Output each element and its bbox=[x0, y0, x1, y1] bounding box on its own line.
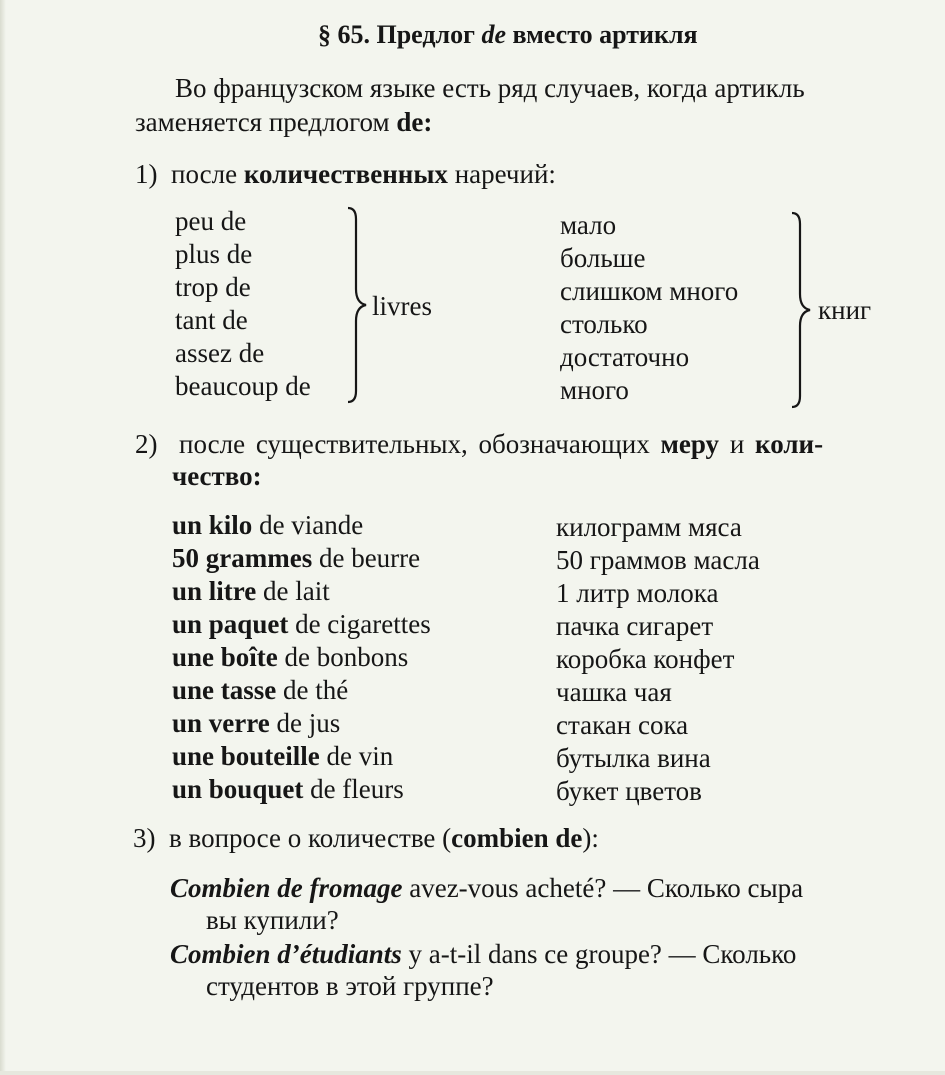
russian-adverb: столько bbox=[560, 309, 648, 339]
intro-line-2 bbox=[135, 106, 432, 138]
title-prefix: § 65. Предлог bbox=[318, 20, 482, 49]
measure-rest: de vin bbox=[319, 741, 394, 771]
russian-adverb: мало bbox=[560, 210, 617, 240]
measure-word: une bouteille bbox=[172, 741, 320, 771]
page-bottom-edge bbox=[0, 1071, 945, 1075]
measure-row-ru: коробка конфет bbox=[556, 644, 735, 674]
section-2-bold-measure: меру bbox=[660, 429, 720, 459]
measure-row-fr bbox=[172, 608, 431, 641]
russian-adverb-list bbox=[560, 209, 738, 407]
measure-russian-list bbox=[556, 511, 760, 808]
section-2-number: 2) bbox=[135, 429, 158, 459]
measure-rest: de bonbons bbox=[277, 642, 409, 672]
example-1-line-2: вы купили? bbox=[206, 905, 339, 935]
russian-adverb: много bbox=[560, 375, 629, 405]
measure-row-ru: чашка чая bbox=[556, 677, 672, 707]
measure-french-list bbox=[172, 509, 431, 806]
section-2-heading-cont: чество: bbox=[172, 461, 262, 491]
section-title bbox=[318, 20, 698, 50]
section-1-heading bbox=[135, 158, 556, 190]
french-adverb: plus de bbox=[175, 239, 253, 269]
measure-row-fr bbox=[172, 674, 431, 707]
intro-line-1: Во французском языке есть ряд случаев, когда артикль bbox=[175, 73, 805, 103]
measure-row-fr bbox=[172, 542, 431, 575]
measure-row-ru: стакан сока bbox=[556, 710, 689, 740]
measure-row-ru: пачка сигарет bbox=[556, 611, 714, 641]
section-1-bold: количественных bbox=[243, 159, 448, 189]
measure-rest: de beurre bbox=[312, 543, 421, 573]
section-2-text-mid: и bbox=[719, 429, 756, 459]
title-word: de bbox=[481, 20, 506, 49]
measure-row-fr bbox=[172, 740, 431, 773]
example-2-line-1 bbox=[170, 938, 796, 970]
example-2-phrase: Combien d’étudiants bbox=[170, 939, 402, 969]
measure-rest: de cigarettes bbox=[288, 609, 431, 639]
measure-row-ru: 1 литр молока bbox=[556, 578, 719, 608]
french-adverb: peu de bbox=[175, 206, 247, 236]
section-1-number: 1) bbox=[135, 159, 158, 189]
russian-adverb: больше bbox=[560, 243, 646, 273]
measure-row-fr bbox=[172, 641, 431, 674]
section-3-bold: combien de bbox=[451, 823, 583, 853]
french-adverb: beaucoup de bbox=[175, 371, 311, 401]
section-1-text: после bbox=[171, 159, 244, 189]
section-2-text: после существительных, обозначающих bbox=[179, 429, 661, 459]
measure-row-ru: 50 граммов масла bbox=[556, 545, 760, 575]
section-2-bold-quantity: коли- bbox=[755, 429, 824, 459]
measure-row-fr bbox=[172, 773, 431, 806]
french-adverb: assez de bbox=[175, 338, 265, 368]
intro-text: заменяется предлогом bbox=[135, 107, 397, 137]
section-3-text-after: ): bbox=[582, 823, 599, 853]
measure-row-fr bbox=[172, 575, 431, 608]
measure-rest: de lait bbox=[256, 576, 330, 606]
measure-rest: de jus bbox=[269, 708, 341, 738]
measure-rest: de fleurs bbox=[303, 774, 404, 804]
measure-row-fr bbox=[172, 707, 431, 740]
example-2-rest: y a-t-il dans ce groupe? — Сколько bbox=[401, 939, 797, 969]
section-3-number: 3) bbox=[133, 823, 156, 853]
section-3-heading bbox=[133, 822, 599, 854]
measure-word: un litre bbox=[172, 576, 257, 606]
example-1-line-1 bbox=[170, 872, 803, 904]
example-2-line-2: студентов в этой группе? bbox=[206, 971, 494, 1001]
section-2-heading bbox=[135, 428, 823, 460]
section-3-text: в вопросе о количестве ( bbox=[169, 823, 452, 853]
measure-rest: de viande bbox=[252, 510, 364, 540]
measure-rest: de thé bbox=[276, 675, 349, 705]
measure-row-fr bbox=[172, 509, 431, 542]
left-brace bbox=[342, 205, 370, 405]
page-edge-shadow bbox=[0, 0, 6, 1075]
measure-word: un verre bbox=[172, 708, 270, 738]
russian-adverb: достаточно bbox=[560, 342, 690, 372]
measure-word: un bouquet bbox=[172, 774, 304, 804]
french-adverb-list bbox=[175, 205, 311, 403]
intro-bold: de: bbox=[396, 107, 433, 137]
measure-word: un paquet bbox=[172, 609, 289, 639]
russian-noun: книг bbox=[818, 295, 872, 325]
title-suffix: вместо артикля bbox=[505, 20, 698, 49]
french-adverb: tant de bbox=[175, 305, 248, 335]
right-brace bbox=[788, 210, 816, 410]
measure-word: une tasse bbox=[172, 675, 277, 705]
measure-row-ru: букет цветов bbox=[556, 776, 702, 806]
russian-adverb: слишком много bbox=[560, 276, 739, 306]
example-1-rest: avez-vous acheté? — Сколько сыра bbox=[402, 873, 804, 903]
example-1-phrase: Combien de fromage bbox=[170, 873, 403, 903]
french-adverb: trop de bbox=[175, 272, 251, 302]
french-noun: livres bbox=[372, 291, 432, 321]
measure-word: un kilo bbox=[172, 510, 253, 540]
section-1-text-after: наречий: bbox=[447, 159, 556, 189]
measure-word: 50 grammes bbox=[172, 543, 313, 573]
measure-row-ru: килограмм мяса bbox=[556, 512, 742, 542]
measure-word: une boîte bbox=[172, 642, 278, 672]
measure-row-ru: бутылка вина bbox=[556, 743, 711, 773]
